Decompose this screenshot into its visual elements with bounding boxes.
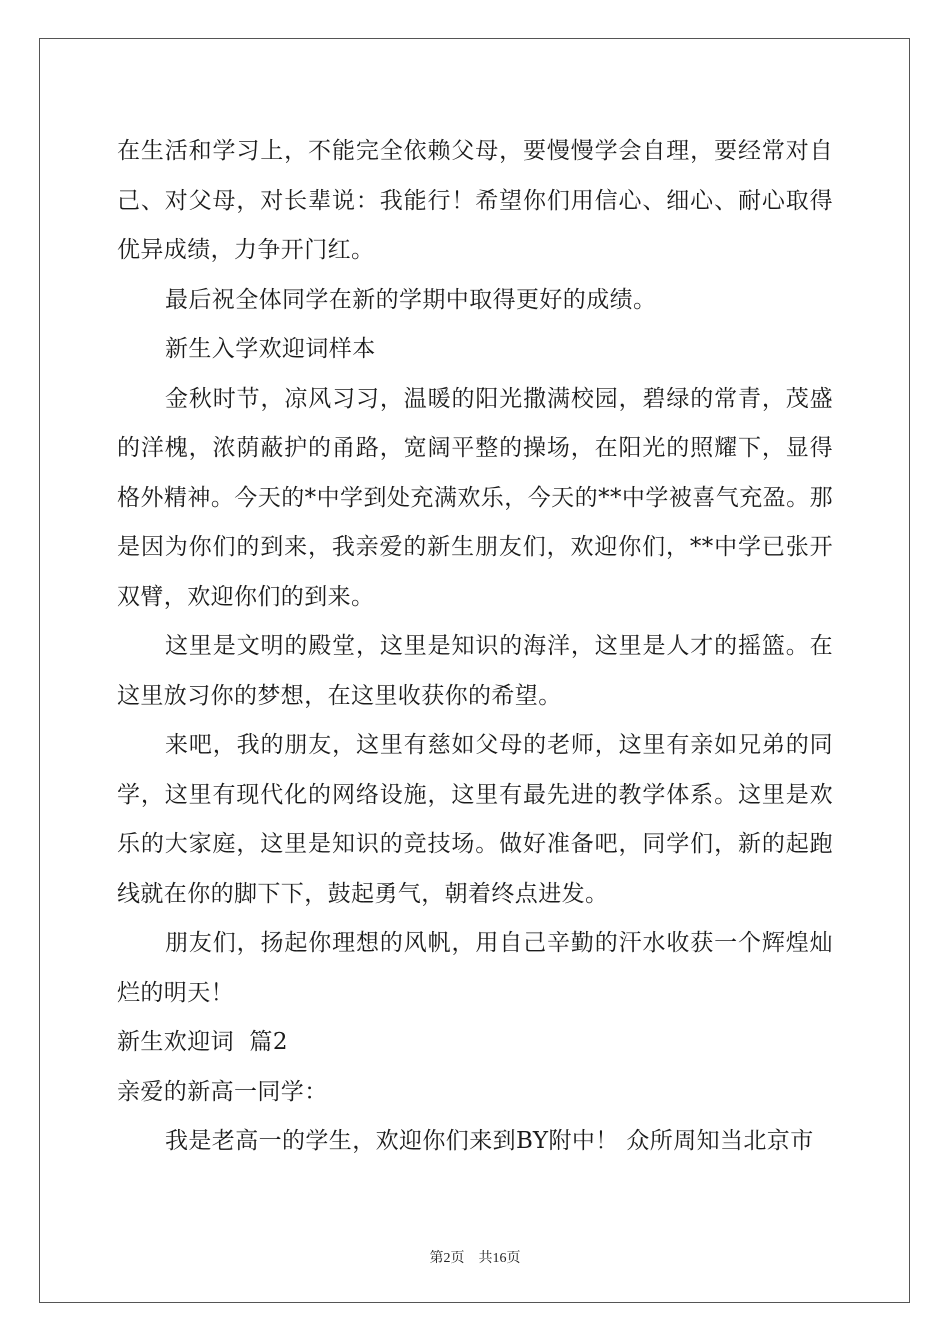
document-body xyxy=(117,127,833,1167)
paragraph-7: 朋友们，扬起你理想的风帆，用自己辛勤的汗水收获一个辉煌灿烂的明天！ xyxy=(117,930,833,1006)
paragraph-1: 在生活和学习上，不能完全依赖父母，要慢慢学会自理，要经常对自己、对父母，对长辈说：我能行！希望你们用信心、细心、耐心取得优异成绩，力争开门红。 xyxy=(117,138,833,263)
salutation: 亲爱的新高一同学： xyxy=(117,1078,328,1105)
paragraph-5: 这里是文明的殿堂，这里是知识的海洋，这里是人才的摇篮。在这里放习你的梦想，在这里收获你的希望。 xyxy=(117,633,833,709)
paragraph-2: 最后祝全体同学在新的学期中取得更好的成绩。 xyxy=(165,286,657,313)
paragraph-4: 金秋时节，凉风习习，温暖的阳光撒满校园，碧绿的常青，茂盛的洋槐，浓荫蔽护的甬路，宽阔平整的操场，在阳光的照耀下，显得格外精神。今天的*中学到处充满欢乐，今天的**中学被喜气充盈。那是因为你们的到来，我亲爱的新生朋友们，欢迎你们，**中学已张开双臂，欢迎你们的到来。 xyxy=(117,385,833,610)
last-paragraph: 我是老高一的学生，欢迎你们来到BY附中！ 众所周知当北京市 xyxy=(165,1128,814,1154)
paragraph-6: 来吧，我的朋友，这里有慈如父母的老师，这里有亲如兄弟的同学，这里有现代化的网络设施，这里有最先进的教学体系。这里是欢乐的大家庭，这里是知识的竞技场。做好准备吧，同学们，新的起跑线就在你的脚下下，鼓起勇气，朝着终点进发。 xyxy=(117,732,833,907)
section-heading: 新生欢迎词 篇2 xyxy=(117,1029,288,1055)
subtitle-sample: 新生入学欢迎词样本 xyxy=(165,336,376,362)
page-footer: 第2页 共16页 xyxy=(429,1251,521,1266)
